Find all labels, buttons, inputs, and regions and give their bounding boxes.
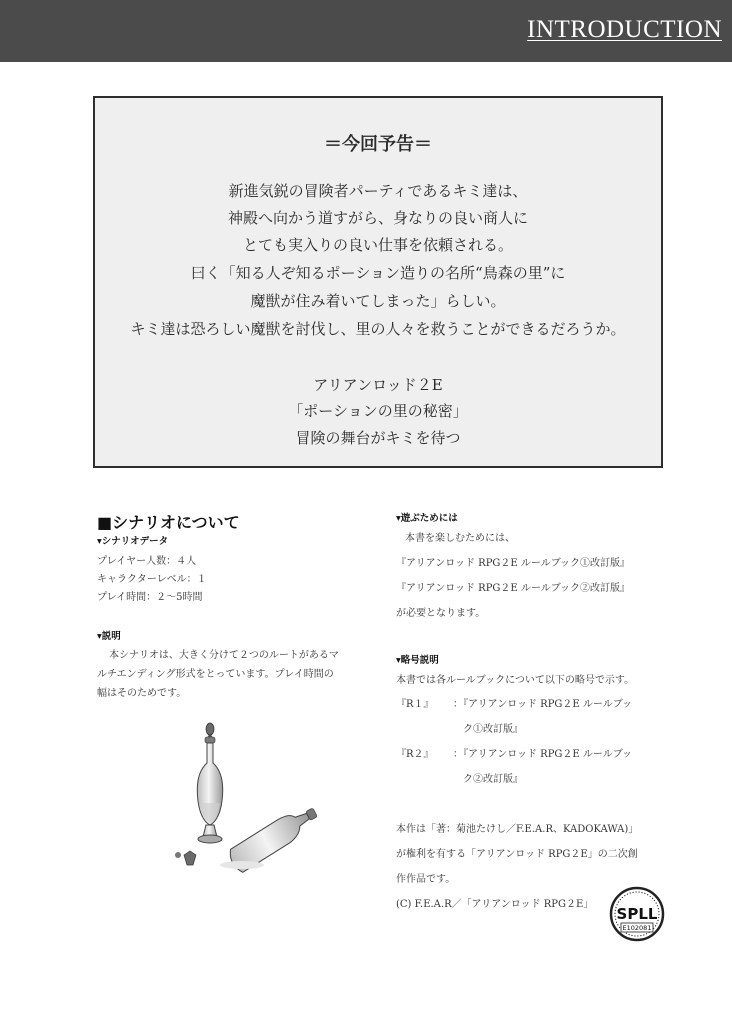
preview-line: とても実入りの良い仕事を依頼される。 [242, 236, 513, 254]
how-to-play-line: 『アリアンロッド RPG２E ルールブック②改訂版』 [396, 583, 631, 594]
preview-line: 神殿へ向かう道すがら、身なりの良い商人に [227, 209, 528, 227]
preview-line: 魔獣が住み着いてしまった」らしい。 [250, 292, 506, 310]
preview-heading: ＝今回予告＝ [324, 134, 432, 155]
scenario-data-line: プレイ時間：２〜5時間 [97, 592, 203, 603]
abbreviation-value: ：『アリアンロッド RPG２E ルールブッ [453, 699, 633, 710]
tagline-line: 冒険の舞台がキミを待つ [295, 429, 461, 447]
preview-box [93, 96, 663, 468]
abbreviation-key: 『R１』 [396, 699, 434, 710]
preview-line: 曰く「知る人ぞ知るポーション造りの名所“鳥森の里”に [190, 264, 566, 282]
copyright-line: (C) F.E.A.R／「アリアンロッド RPG２E」 [396, 899, 594, 910]
header-bar [0, 0, 732, 62]
potion-bottles-illustration [170, 715, 330, 885]
how-to-play-heading: ▾遊ぶためには [396, 513, 458, 524]
credit-line: 作作品です。 [396, 874, 456, 885]
logo-text: SPLL [616, 905, 658, 923]
scenario-data-line: キャラクターレベル：１ [97, 574, 207, 585]
scenario-data-heading: ▾シナリオデータ [97, 536, 169, 547]
how-to-play-line: 本書を楽しむためには、 [405, 533, 515, 544]
abbreviation-heading: ▾略号説明 [396, 655, 439, 666]
page-title: INTRODUCTION [527, 16, 722, 43]
description-line: 幅はそのためです。 [97, 688, 187, 699]
abbreviation-value: ：『アリアンロッド RPG２E ルールブッ [453, 749, 633, 760]
credit-line: 本作は「著：菊池たけし／F.E.A.R、KADOKAWA)」 [396, 824, 639, 835]
spll-license-logo [609, 886, 665, 942]
abbreviation-intro: 本書では各ルールブックについて以下の略号で示す。 [396, 675, 635, 686]
scenario-heading: ■シナリオについて [97, 513, 240, 532]
abbreviation-value-cont: ク①改訂版』 [463, 724, 523, 735]
abbreviation-key: 『R２』 [396, 749, 434, 760]
how-to-play-line: が必要となります。 [396, 608, 486, 619]
how-to-play-line: 『アリアンロッド RPG２E ルールブック①改訂版』 [396, 558, 631, 569]
abbreviation-value-cont: ク②改訂版』 [463, 774, 523, 785]
scenario-data-line: プレイヤー人数：４人 [97, 556, 197, 567]
logo-code: E102081 [622, 924, 652, 932]
description-heading: ▾説明 [97, 631, 121, 642]
credit-line: が権利を有する「アリアンロッド RPG２E」の二次創 [396, 849, 638, 860]
tagline-line: 「ポーションの里の秘密」 [288, 402, 468, 420]
preview-line: キミ達は恐ろしい魔獣を討伐し、里の人々を救うことができるだろうか。 [130, 320, 626, 338]
description-line: ルチエンディング形式をとっています。プレイ時間の [97, 669, 334, 680]
description-line: 本シナリオは、大きく分けて２つのルートがあるマ [109, 650, 339, 661]
preview-line: 新進気鋭の冒険者パーティであるキミ達は、 [228, 182, 528, 200]
tagline-line: アリアンロッド２E [313, 376, 443, 394]
